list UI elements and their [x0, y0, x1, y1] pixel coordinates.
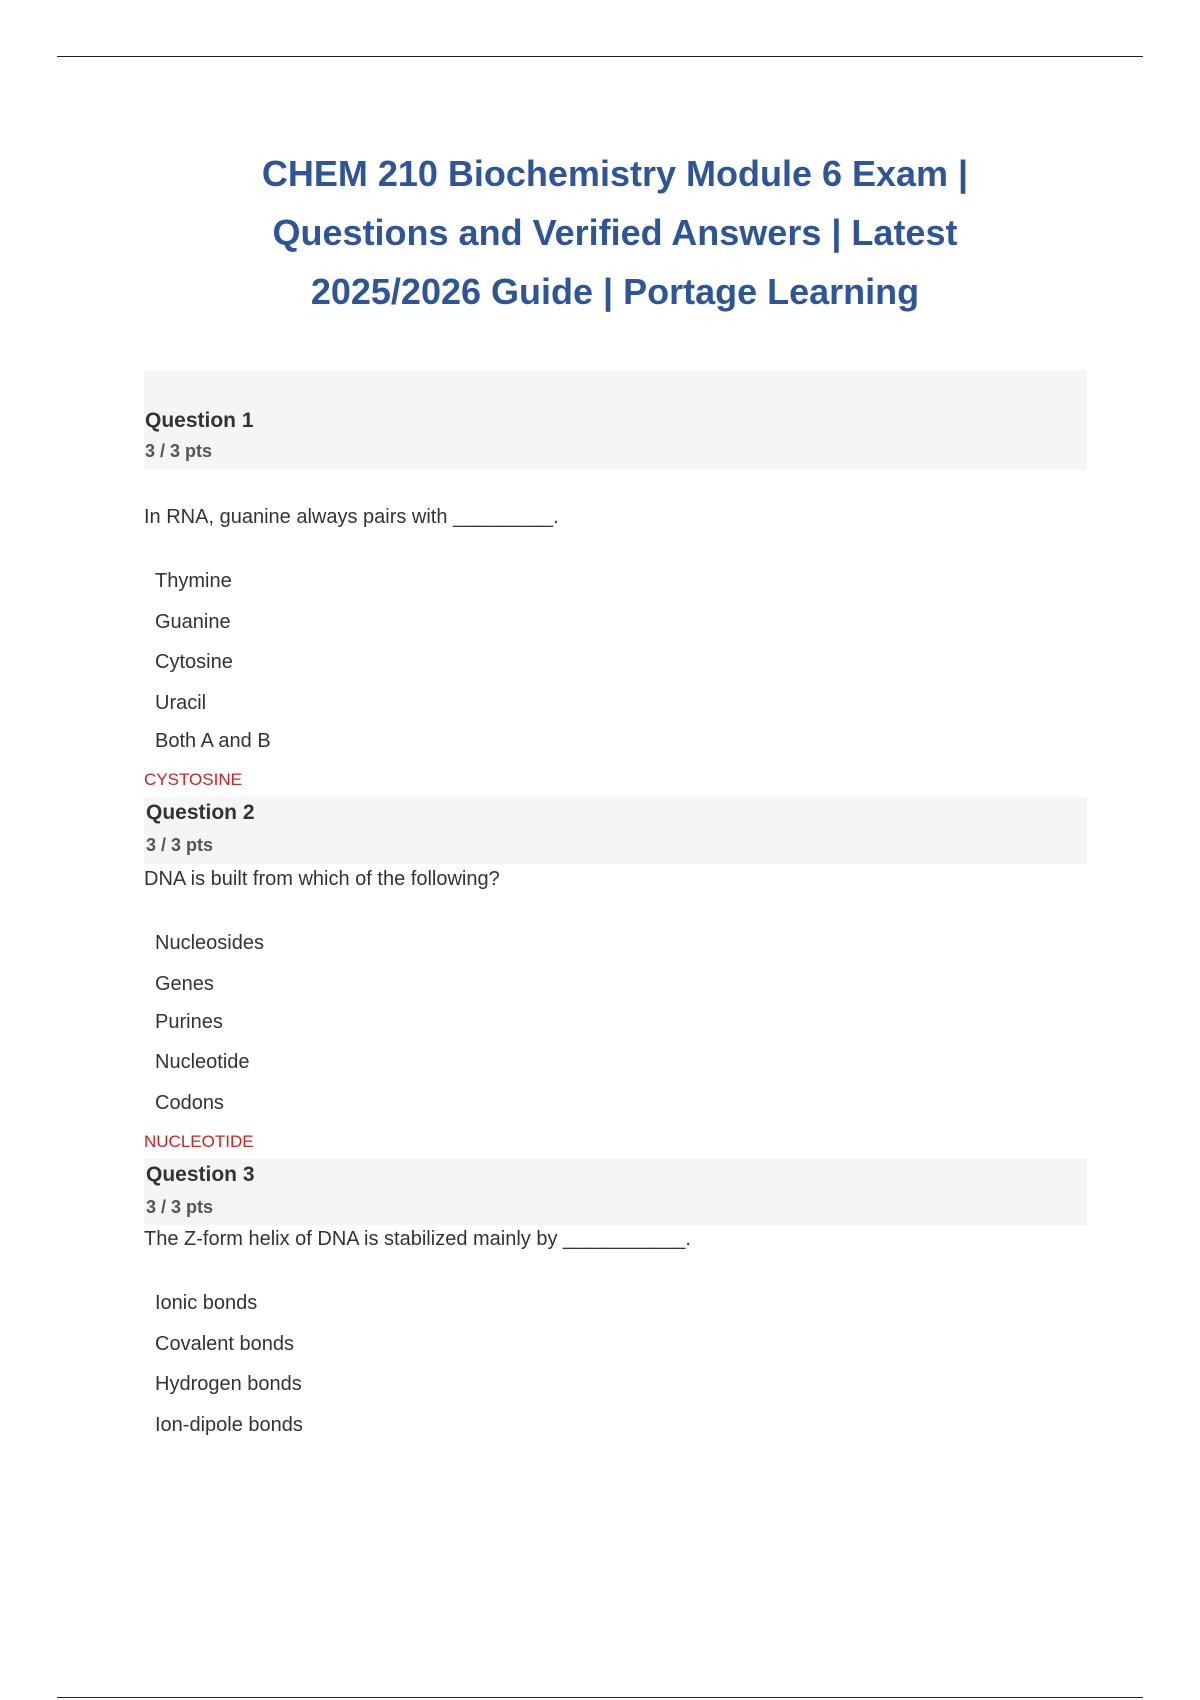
question-3-option-1[interactable]: Ionic bonds [155, 1292, 258, 1314]
question-2-option-1[interactable]: Nucleosides [155, 932, 264, 954]
bottom-rule [57, 1697, 1143, 1698]
question-1-option-5[interactable]: Both A and B [155, 730, 271, 752]
question-1-points: 3 / 3 pts [145, 441, 213, 461]
question-3-option-4[interactable]: Ion-dipole bonds [155, 1414, 303, 1436]
question-1-option-2[interactable]: Guanine [155, 611, 231, 633]
question-3-text: The Z-form helix of DNA is stabilized mainly by ___________. [144, 1228, 691, 1250]
question-1-option-4[interactable]: Uracil [155, 692, 207, 714]
question-2-title: Question 2 [146, 801, 255, 824]
question-1-text: In RNA, guanine always pairs with _________. [144, 506, 559, 528]
question-3-header [144, 1159, 1087, 1225]
title-line-1: CHEM 210 Biochemistry Module 6 Exam | [261, 153, 969, 194]
question-3-points: 3 / 3 pts [146, 1197, 214, 1217]
question-1-title: Question 1 [145, 409, 254, 432]
question-3-option-3[interactable]: Hydrogen bonds [155, 1373, 302, 1395]
question-1-option-1[interactable]: Thymine [155, 570, 232, 592]
question-2-option-5[interactable]: Codons [155, 1092, 224, 1114]
question-2-text: DNA is built from which of the following? [144, 868, 500, 890]
question-2-option-2[interactable]: Genes [155, 973, 214, 995]
question-1-header [144, 370, 1087, 470]
question-2-option-4[interactable]: Nucleotide [155, 1051, 250, 1073]
question-3-title: Question 3 [146, 1163, 255, 1186]
question-2-option-3[interactable]: Purines [155, 1011, 223, 1033]
document-title [150, 144, 1080, 321]
question-1-option-3[interactable]: Cytosine [155, 651, 233, 673]
question-2-header [144, 797, 1087, 864]
title-line-3: 2025/2026 Guide | Portage Learning [310, 271, 920, 312]
question-1-answer: CYSTOSINE [144, 770, 242, 789]
question-3-option-2[interactable]: Covalent bonds [155, 1333, 294, 1355]
top-rule [57, 56, 1143, 57]
question-2-answer: NUCLEOTIDE [144, 1132, 254, 1151]
title-line-2: Questions and Verified Answers | Latest [272, 212, 958, 253]
question-2-points: 3 / 3 pts [146, 835, 214, 855]
